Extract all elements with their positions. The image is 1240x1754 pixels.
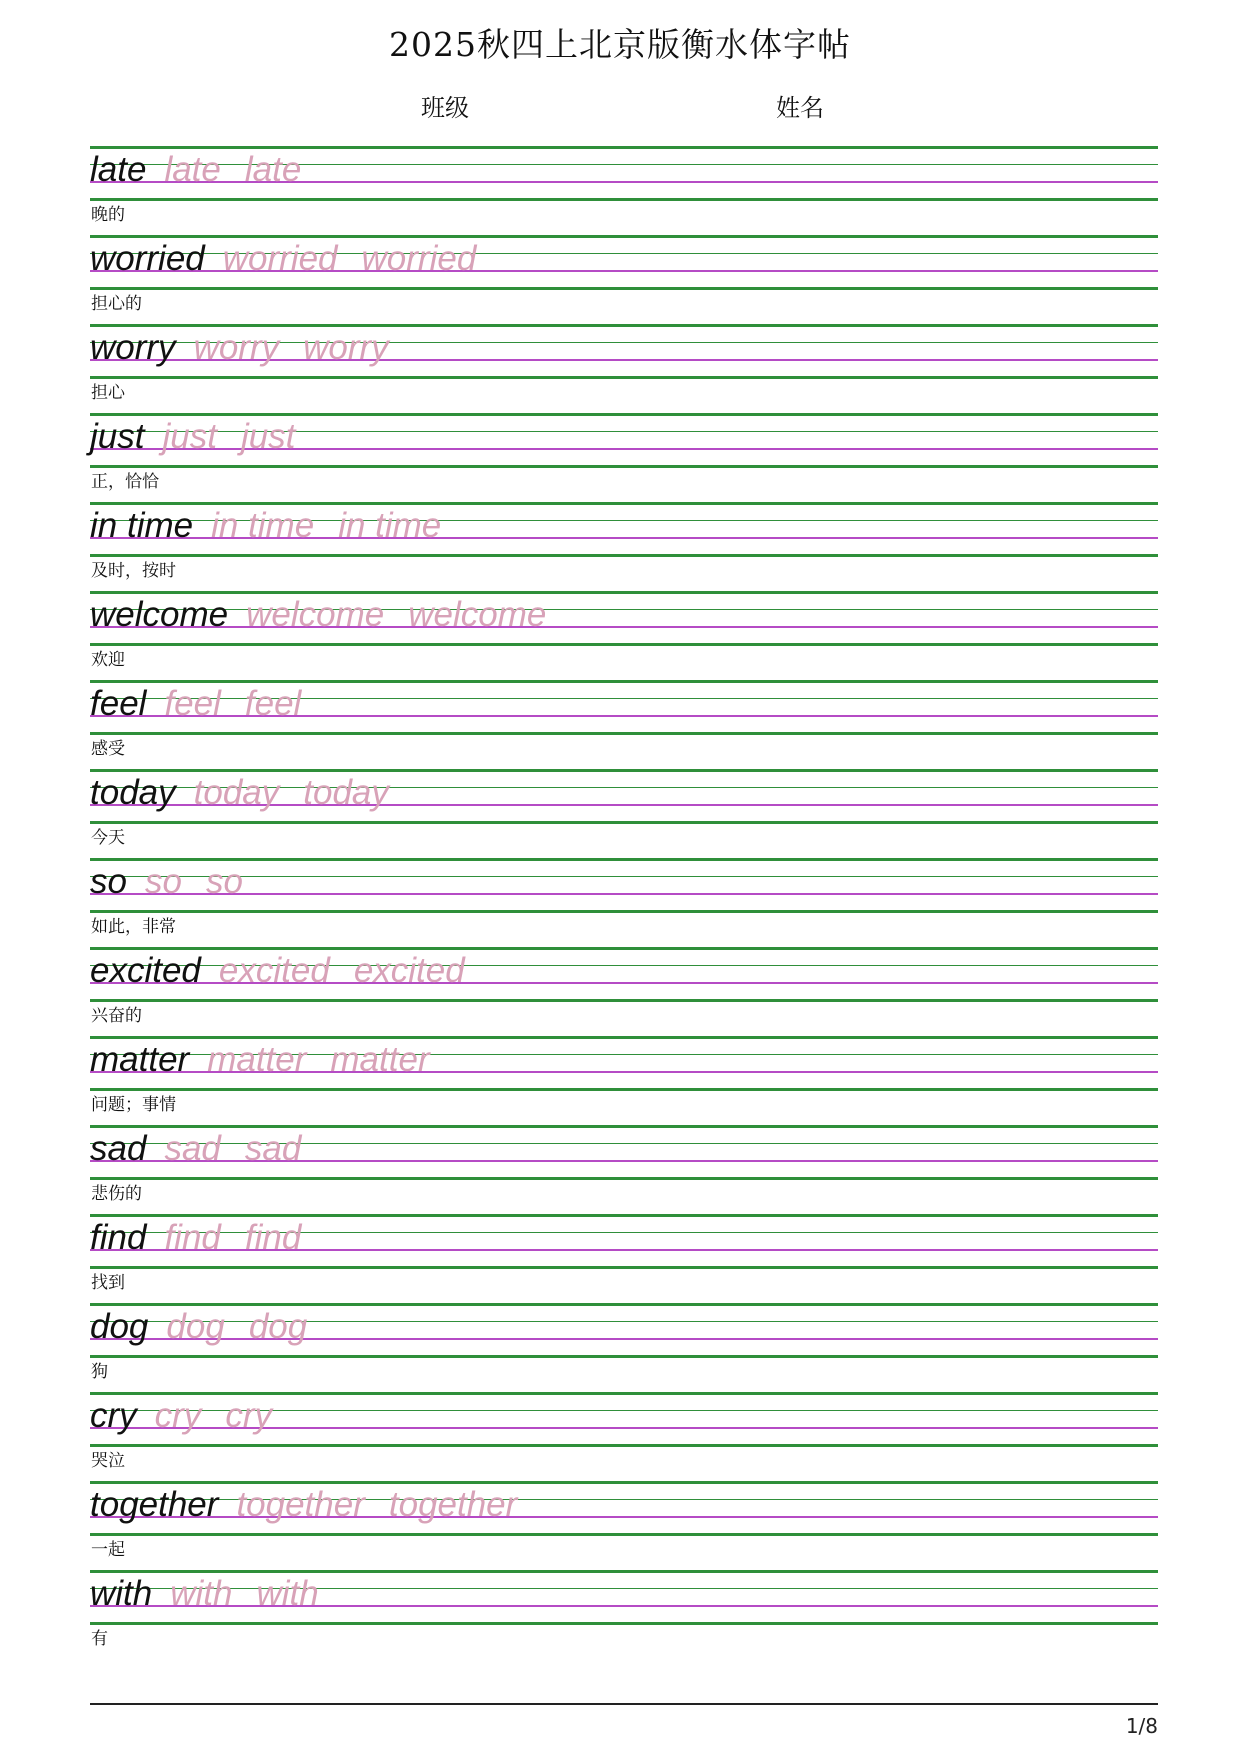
practice-entry [90, 769, 1158, 858]
model-word: worried [90, 239, 205, 278]
word-row [90, 1485, 517, 1525]
trace-word: matter [330, 1040, 430, 1079]
word-row [90, 1129, 301, 1169]
trace-word: feel [164, 684, 221, 723]
guide-line-bottom [90, 1622, 1158, 1625]
guide-line-top [90, 680, 1158, 683]
trace-word: cry [154, 1396, 202, 1435]
word-meaning: 狗 [91, 1362, 108, 1382]
model-word: so [90, 862, 127, 901]
trace-word: matter [207, 1040, 307, 1079]
guide-line-bottom [90, 376, 1158, 379]
model-word: with [90, 1574, 153, 1613]
guide-line-bottom [90, 198, 1158, 201]
trace-word: so [144, 862, 182, 901]
guide-line-bottom [90, 1177, 1158, 1180]
trace-word: worried [361, 239, 477, 278]
guide-line-top [90, 1036, 1158, 1039]
guide-line-top [90, 858, 1158, 861]
model-word: welcome [90, 595, 229, 634]
trace-word: just [240, 417, 296, 456]
word-meaning: 兴奋的 [91, 1006, 142, 1026]
word-row [90, 684, 301, 724]
guide-line-top [90, 146, 1158, 149]
guide-line-top [90, 502, 1158, 505]
trace-word: excited [218, 951, 330, 990]
word-meaning: 有 [91, 1629, 108, 1649]
guide-line-top [90, 1392, 1158, 1395]
guide-line-bottom [90, 465, 1158, 468]
trace-word: find [164, 1218, 221, 1257]
trace-word: sad [244, 1129, 302, 1168]
trace-word: together [388, 1485, 518, 1524]
model-word: today [90, 773, 176, 812]
trace-word: find [244, 1218, 302, 1257]
word-meaning: 悲伤的 [91, 1184, 142, 1204]
word-row [90, 595, 546, 635]
trace-word: sad [164, 1129, 221, 1168]
class-label: 班级 [421, 94, 469, 122]
trace-word: worry [303, 328, 389, 367]
practice-entry [90, 502, 1158, 591]
word-row [90, 239, 476, 279]
trace-word: cry [225, 1396, 272, 1435]
guide-line-top [90, 769, 1158, 772]
word-meaning: 担心的 [91, 294, 142, 314]
guide-line-bottom [90, 554, 1158, 557]
trace-word: welcome [246, 595, 385, 634]
trace-word: together [236, 1485, 365, 1524]
practice-entry [90, 1303, 1158, 1392]
guide-line-top [90, 1570, 1158, 1573]
model-word: find [90, 1218, 147, 1257]
practice-entry [90, 1214, 1158, 1303]
practice-entry [90, 858, 1158, 947]
guide-line-bottom [90, 1266, 1158, 1269]
word-row [90, 1574, 319, 1614]
practice-sheet [90, 0, 1158, 1754]
guide-line-top [90, 1125, 1158, 1128]
word-row [90, 328, 389, 368]
trace-word: worried [222, 239, 338, 278]
model-word: excited [90, 951, 201, 990]
practice-entry [90, 947, 1158, 1036]
trace-word: late [244, 150, 302, 189]
practice-entry [90, 146, 1158, 235]
practice-entry [90, 1036, 1158, 1125]
trace-word: in time [338, 506, 442, 545]
page-number: 1/8 [1125, 1714, 1158, 1738]
trace-word: today [303, 773, 389, 812]
word-row [90, 506, 441, 546]
word-row [90, 1218, 301, 1258]
trace-word: feel [244, 684, 302, 723]
trace-word: dog [166, 1307, 225, 1346]
word-meaning: 感受 [91, 739, 125, 759]
guide-line-bottom [90, 1088, 1158, 1091]
guide-line-top [90, 235, 1158, 238]
guide-line-bottom [90, 1444, 1158, 1447]
guide-line-bottom [90, 910, 1158, 913]
trace-word: with [256, 1574, 319, 1613]
word-meaning: 哭泣 [91, 1451, 125, 1471]
word-meaning: 问题；事情 [91, 1095, 176, 1115]
guide-line-bottom [90, 1533, 1158, 1536]
trace-word: worry [193, 328, 280, 367]
practice-entry [90, 591, 1158, 680]
practice-entry [90, 1481, 1158, 1570]
guide-line-bottom [90, 287, 1158, 290]
practice-entry [90, 680, 1158, 769]
footer-divider [90, 1703, 1158, 1705]
trace-word: just [162, 417, 217, 456]
guide-line-bottom [90, 821, 1158, 824]
practice-entry [90, 413, 1158, 502]
model-word: matter [90, 1040, 190, 1079]
model-word: worry [90, 328, 176, 367]
model-word: together [90, 1485, 219, 1524]
word-row [90, 1396, 272, 1436]
trace-word: late [164, 150, 221, 189]
model-word: late [90, 150, 147, 189]
practice-entry [90, 1570, 1158, 1659]
word-meaning: 今天 [91, 828, 125, 848]
trace-word: today [193, 773, 280, 812]
trace-word: excited [353, 951, 465, 990]
word-row [90, 773, 389, 813]
trace-word: dog [248, 1307, 308, 1346]
model-word: just [90, 417, 145, 456]
model-word: dog [90, 1307, 149, 1346]
practice-entry [90, 1125, 1158, 1214]
guide-line-top [90, 324, 1158, 327]
word-meaning: 担心 [91, 383, 125, 403]
guide-line-top [90, 947, 1158, 950]
model-word: sad [90, 1129, 147, 1168]
guide-line-bottom [90, 732, 1158, 735]
trace-word: so [205, 862, 243, 901]
guide-line-top [90, 1303, 1158, 1306]
name-label: 姓名 [776, 94, 824, 122]
guide-line-bottom [90, 1355, 1158, 1358]
model-word: cry [90, 1396, 137, 1435]
page-title: 2025秋四上北京版衡水体字帖 [389, 25, 851, 64]
word-meaning: 一起 [91, 1540, 125, 1560]
guide-line-bottom [90, 643, 1158, 646]
guide-line-bottom [90, 999, 1158, 1002]
word-row [90, 951, 465, 991]
practice-entry [90, 1392, 1158, 1481]
practice-entry [90, 235, 1158, 324]
word-meaning: 正，恰恰 [91, 472, 159, 492]
word-meaning: 如此，非常 [91, 917, 176, 937]
guide-line-top [90, 1481, 1158, 1484]
model-word: in time [90, 506, 194, 545]
word-row [90, 1040, 430, 1080]
word-row [90, 150, 301, 190]
trace-word: with [170, 1574, 233, 1613]
word-meaning: 晚的 [91, 205, 125, 225]
word-row [90, 862, 243, 902]
model-word: feel [90, 684, 147, 723]
word-meaning: 欢迎 [91, 650, 125, 670]
trace-word: in time [211, 506, 315, 545]
guide-line-top [90, 1214, 1158, 1217]
word-meaning: 及时，按时 [91, 561, 176, 581]
word-row [90, 1307, 307, 1347]
guide-line-top [90, 591, 1158, 594]
word-meaning: 找到 [91, 1273, 125, 1293]
practice-entry [90, 324, 1158, 413]
word-row [90, 417, 295, 457]
trace-word: welcome [408, 595, 547, 634]
guide-line-middle [90, 876, 1158, 877]
guide-line-top [90, 413, 1158, 416]
guide-line-baseline [90, 893, 1158, 895]
